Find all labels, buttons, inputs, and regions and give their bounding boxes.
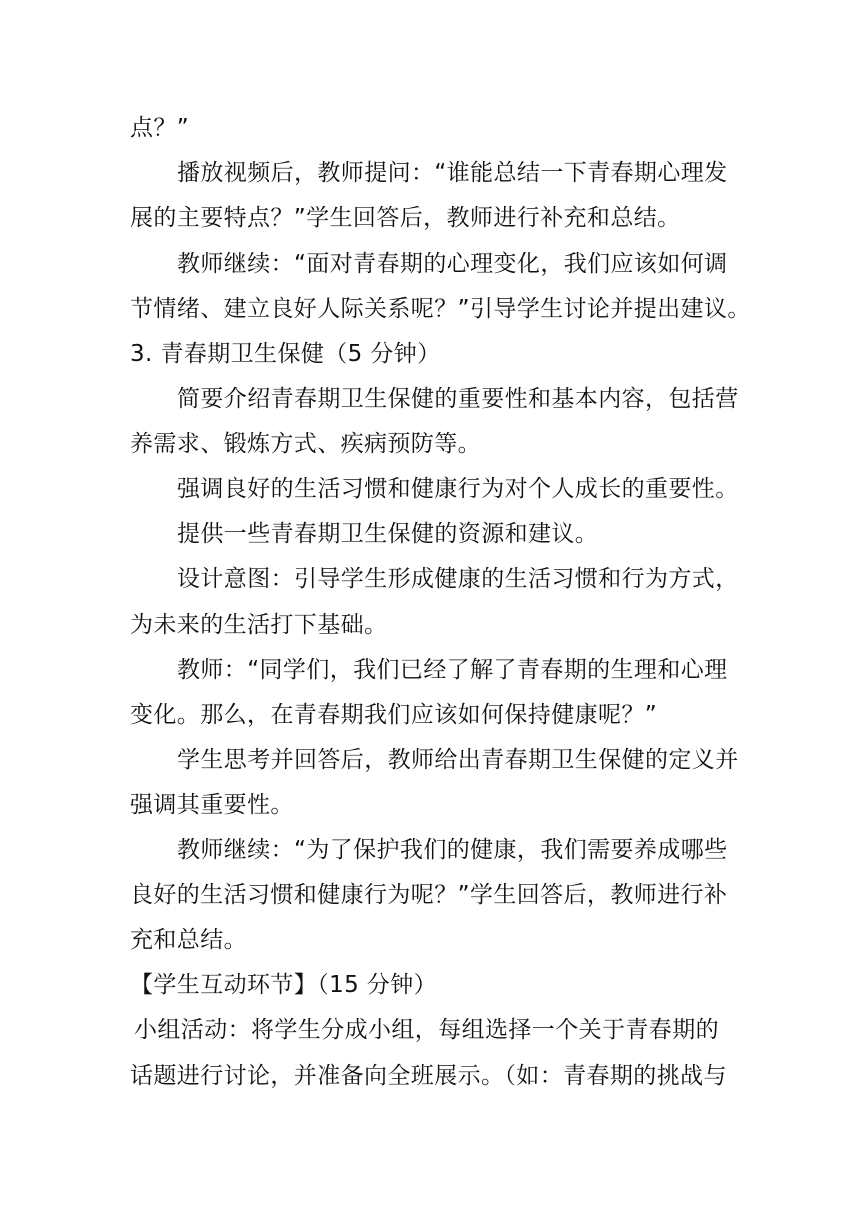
text-line: 播放视频后，教师提问：“谁能总结一下青春期心理发: [177, 160, 728, 186]
section-heading: 【学生互动环节】（15 分钟）: [130, 972, 438, 998]
text-line: 简要介绍青春期卫生保健的重要性和基本内容，包括营: [177, 386, 739, 412]
text-line: 提供一些青春期卫生保健的资源和建议。: [177, 521, 599, 547]
text-line: 小组活动：将学生分成小组，每组选择一个关于青春期的: [134, 1017, 719, 1043]
section-heading: 3. 青春期卫生保健（5 分钟）: [130, 341, 441, 367]
text-line: 强调良好的生活习惯和健康行为对个人成长的重要性。: [177, 476, 739, 502]
text-line: 话题进行讨论，并准备向全班展示。（如：青春期的挑战与: [130, 1063, 727, 1089]
text-line: 强调其重要性。: [130, 792, 294, 818]
text-line: 养需求、锻炼方式、疾病预防等。: [130, 431, 481, 457]
text-line: 变化。那么，在青春期我们应该如何保持健康呢？”: [130, 702, 658, 728]
text-line: 教师继续：“为了保护我们的健康，我们需要养成哪些: [177, 837, 728, 863]
text-line: 节情绪、建立良好人际关系呢？”引导学生讨论并提出建议。: [130, 296, 751, 322]
text-line: 设计意图：引导学生形成健康的生活习惯和行为方式，: [177, 566, 739, 592]
text-line: 学生思考并回答后，教师给出青春期卫生保健的定义并: [177, 747, 739, 773]
text-line: 为未来的生活打下基础。: [130, 612, 388, 638]
text-line: 展的主要特点？”学生回答后，教师进行补充和总结。: [130, 205, 681, 231]
text-line: 教师继续：“面对青春期的心理变化，我们应该如何调: [177, 251, 728, 277]
text-line: 教师：“同学们，我们已经了解了青春期的生理和心理: [177, 657, 728, 683]
text-line: 充和总结。: [130, 927, 247, 953]
text-line: 点？”: [130, 115, 190, 141]
text-line: 良好的生活习惯和健康行为呢？”学生回答后，教师进行补: [130, 882, 728, 908]
